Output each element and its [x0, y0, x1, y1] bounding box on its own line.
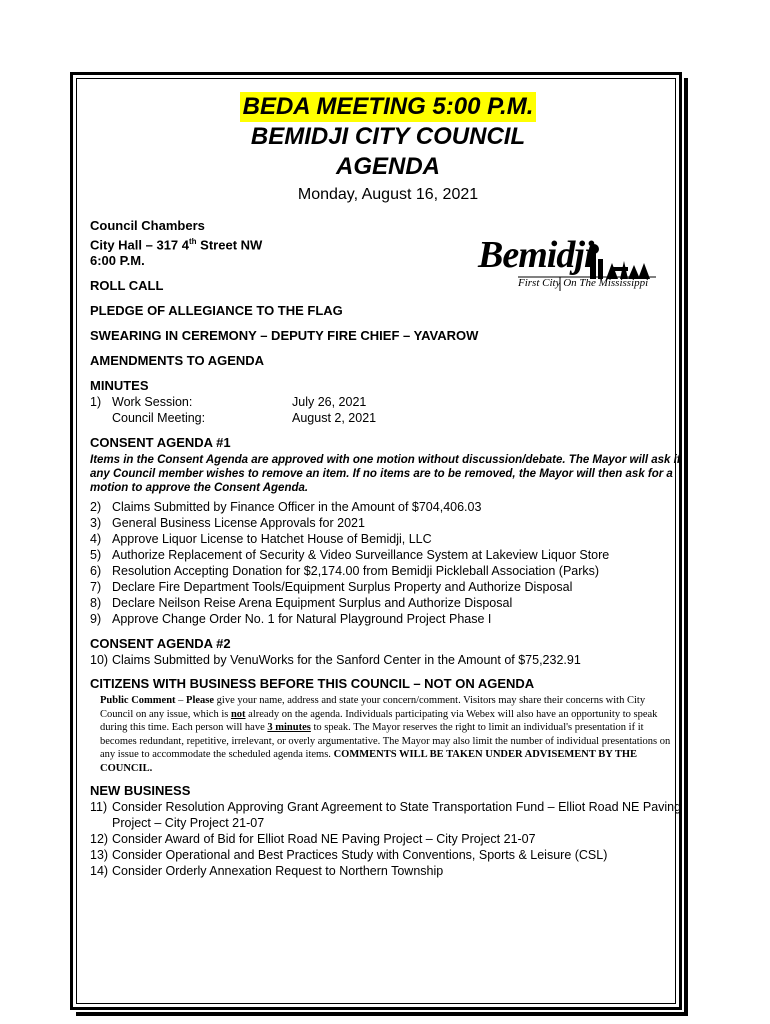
- agenda-item-number: 3): [90, 516, 102, 531]
- new-business-list: [90, 799, 686, 879]
- agenda-item-text: Approve Change Order No. 1 for Natural Playground Project Phase I: [112, 612, 492, 627]
- agenda-item-number: 10): [90, 653, 109, 668]
- agenda-item: [90, 595, 686, 611]
- agenda-item-text: Claims Submitted by Finance Officer in the Amount of $704,406.03: [112, 500, 482, 515]
- agenda-item-number: 7): [90, 580, 102, 595]
- section-consent-agenda-1: CONSENT AGENDA #1: [90, 435, 231, 451]
- agenda-item-number: 12): [90, 832, 109, 847]
- section-swearing-in: SWEARING IN CEREMONY – DEPUTY FIRE CHIEF – YAVAROW: [90, 328, 479, 344]
- section-pledge: PLEDGE OF ALLEGIANCE TO THE FLAG: [90, 303, 343, 319]
- agenda-item: [90, 652, 686, 668]
- agenda-header: [90, 92, 686, 182]
- agenda-item-number: 11): [90, 800, 108, 815]
- agenda-item: [90, 515, 686, 531]
- agenda-item: [90, 831, 686, 847]
- consent-agenda-2-list: [90, 652, 686, 668]
- agenda-item-text: Approve Liquor License to Hatchet House of Bemidji, LLC: [112, 532, 432, 547]
- agenda-item: [90, 799, 686, 831]
- section-roll-call: ROLL CALL: [90, 278, 164, 294]
- meeting-date: Monday, August 16, 2021: [297, 186, 479, 203]
- agenda-title: AGENDA: [335, 153, 440, 180]
- agenda-item-text: Consider Orderly Annexation Request to Northern Township: [112, 864, 444, 879]
- logo-tagline: First City On The Mississippi: [518, 277, 649, 289]
- public-comment-note: Public Comment – Please give your name, address and state your concern/comment. Visitors may share their concerns with City Council on any issue, which is not already on the agenda. Individuals participating via Webex will also have an opportunity to speak during this time. Each person will have 3 minutes to speak. The Mayor reserves the right to limit an individual's presentation if it becomes redundant, repetitive, irrelevant, or overly argumentative. The Mayor may also limit the number of individual presentations on any issue to accommodate the scheduled agenda items. COMMENTS WILL BE TAKEN UNDER ADVISEMENT BY THE COUNCIL.: [100, 695, 671, 774]
- agenda-item: [90, 847, 686, 863]
- logo-wordmark: Bemidji: [478, 234, 594, 276]
- consent-agenda-1-list: [90, 499, 686, 627]
- agenda-item-number: 14): [90, 864, 109, 879]
- agenda-item: [90, 611, 686, 627]
- location-room: Council Chambers: [90, 218, 205, 233]
- minutes-row: 1) Work Session: July 26, 2021: [90, 395, 367, 410]
- location-time: 6:00 P.M.: [90, 253, 145, 269]
- agenda-item: [90, 863, 686, 879]
- agenda-item-text: Consider Operational and Best Practices Study with Conventions, Sports & Leisure (CSL): [112, 848, 608, 863]
- agenda-content: [90, 92, 686, 879]
- section-amendments: AMENDMENTS TO AGENDA: [90, 353, 265, 369]
- agenda-item: [90, 579, 686, 595]
- agenda-item-text: Consider Resolution Approving Grant Agreement to State Transportation Fund – Elliot Road NE Paving Project – City Project 21-07: [112, 800, 682, 831]
- agenda-item-text: Consider Award of Bid for Elliot Road NE Paving Project – City Project 21-07: [112, 832, 536, 847]
- agenda-item-text: Declare Fire Department Tools/Equipment Surplus Property and Authorize Disposal: [112, 580, 573, 595]
- agenda-item-number: 2): [90, 500, 102, 515]
- agenda-item-number: 8): [90, 596, 102, 611]
- agenda-item-number: 6): [90, 564, 102, 579]
- agenda-item: [90, 499, 686, 515]
- section-consent-agenda-2: CONSENT AGENDA #2: [90, 636, 231, 652]
- location-block: [90, 218, 686, 269]
- section-new-business: NEW BUSINESS: [90, 783, 191, 799]
- agenda-item-text: Authorize Replacement of Security & Video Surveillance System at Lakeview Liquor Store: [112, 548, 610, 563]
- agenda-item-number: 9): [90, 612, 102, 627]
- location-address: City Hall – 317 4th Street NW: [90, 237, 263, 253]
- agenda-item: [90, 563, 686, 579]
- agenda-item-text: Claims Submitted by VenuWorks for the Sanford Center in the Amount of $75,232.91: [112, 653, 581, 668]
- consent-agenda-note: Items in the Consent Agenda are approved with one motion without discussion/debate. The Mayor will ask if any Council member wishes to remove an item. If no items are to be removed, the Mayor will then ask for a motion to approve the Consent Agenda.: [90, 454, 681, 495]
- agenda-item: [90, 547, 686, 563]
- agenda-item-text: Declare Neilson Reise Arena Equipment Surplus and Authorize Disposal: [112, 596, 513, 611]
- beda-meeting-title: BEDA MEETING 5:00 P.M.: [240, 92, 537, 122]
- agenda-item: [90, 531, 686, 547]
- agenda-item-text: General Business License Approvals for 2021: [112, 516, 365, 531]
- section-minutes: MINUTES: [90, 378, 149, 394]
- agenda-item-number: 5): [90, 548, 102, 563]
- section-citizens: CITIZENS WITH BUSINESS BEFORE THIS COUNCIL – NOT ON AGENDA: [90, 676, 535, 692]
- agenda-item-number: 13): [90, 848, 109, 863]
- agenda-item-text: Resolution Accepting Donation for $2,174.00 from Bemidji Pickleball Association (Parks): [112, 564, 600, 579]
- agenda-item-number: 4): [90, 532, 102, 547]
- minutes-row: Council Meeting: August 2, 2021: [112, 411, 377, 426]
- council-title: BEMIDJI CITY COUNCIL: [250, 123, 526, 150]
